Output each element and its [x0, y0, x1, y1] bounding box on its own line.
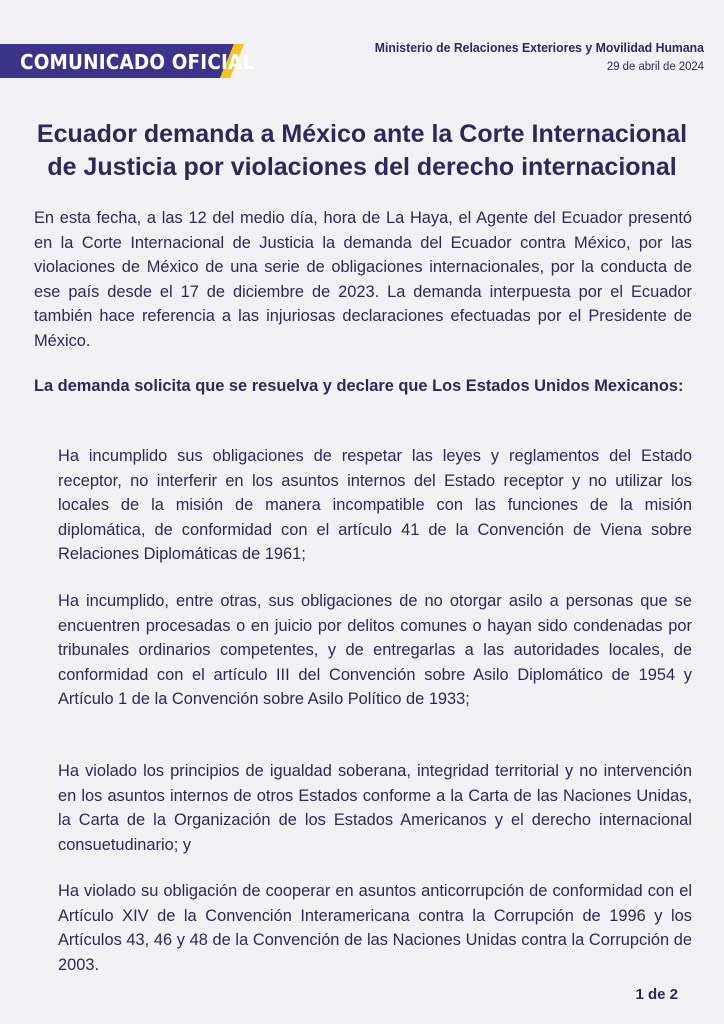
badge-label: COMUNICADO OFICIAL	[20, 50, 255, 74]
demand-subheading: La demanda solicita que se resuelva y declare que Los Estados Unidos Mexicanos:	[34, 377, 684, 395]
communique-date: 29 de abril de 2024	[606, 59, 704, 73]
demand-point-2: Ha incumplido, entre otras, sus obligaciones de no otorgar asilo a personas que se encuentren procesadas o en juicio por delitos comunes o hayan sido condenadas por tribunales ordinarios competentes, y de entregarlas a las autoridades locales, de conformidad con el artículo III del Convención sobre Asilo Diplomático de 1954 y Artículo 1 de la Convención sobre Asilo Político de 1933;	[58, 592, 692, 708]
page-title: Ecuador demanda a México ante la Corte Internacional de Justicia por violaciones del derecho internacional	[36, 120, 688, 181]
ministry-header	[350, 40, 704, 73]
demand-point-3: Ha violado los principios de igualdad soberana, integridad territorial y no intervención en los asuntos internos de otros Estados conforme a la Carta de las Naciones Unidas, la Carta de la Organización de los Estados Americanos y el derecho internacional consuetudinario; y	[58, 762, 692, 854]
demand-point-4: Ha violado su obligación de cooperar en asuntos anticorrupción de conformidad con el Artículo XIV de la Convención Interamericana contra la Corrupción de 1996 y los Artículos 43, 46 y 48 de la Convención de las Naciones Unidas contra la Corrupción de 2003.	[58, 882, 692, 974]
demand-point-1: Ha incumplido sus obligaciones de respetar las leyes y reglamentos del Estado receptor, no interferir en los asuntos internos del Estado receptor y no utilizar los locales de la misión de manera incompatible con las funciones de la misión diplomática, de conformidad con el artículo 41 de la Convención de Viena sobre Relaciones Diplomáticas de 1961;	[58, 447, 692, 563]
ministry-name: Ministerio de Relaciones Exteriores y Movilidad Humana	[374, 40, 704, 55]
page-number: 1 de 2	[635, 986, 678, 1003]
official-communique-badge	[0, 44, 255, 78]
intro-paragraph: En esta fecha, a las 12 del medio día, hora de La Haya, el Agente del Ecuador presentó en la Corte Internacional de Justicia la demanda del Ecuador contra México, por las violaciones de México de una serie de obligaciones internacionales, por la conducta de ese país desde el 17 de diciembre de 2023. La demanda interpuesta por el Ecuador también hace referencia a las injuriosas declaraciones efectuadas por el Presidente de México.	[34, 209, 692, 350]
